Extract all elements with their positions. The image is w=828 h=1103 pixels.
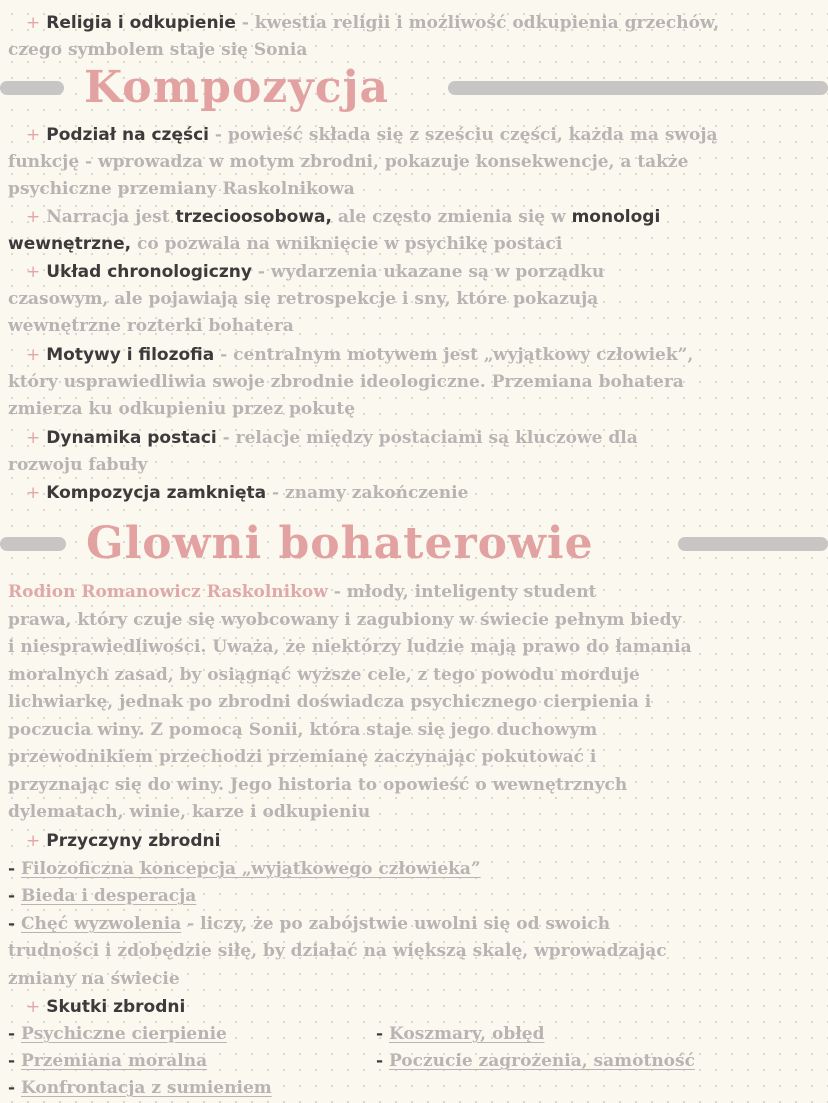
hero-description-line3: i niesprawiedliwości. Uważa, że niektórzy ludzie mają prawo do łamania <box>8 637 692 657</box>
hero-description-line6: poczucia winy. Z pomocą Sonii, która staje się jego duchowym <box>8 720 598 740</box>
cause-item-3-line2: trudności i zdobędzie siłę, by działać na większą skalę, wprowadzając <box>8 941 667 961</box>
plus-icon: + <box>26 13 41 33</box>
effect-link-4[interactable]: Poczucie zagrożenia, samotność <box>388 1051 695 1071</box>
motifs-item: + Motywy i filozofia - centralnym motywem jest „wyjątkowy człowiek”, <box>26 345 694 365</box>
heading-bar-left <box>0 537 66 551</box>
motifs-item-line3: zmierza ku odkupieniu przez pokutę <box>8 399 356 419</box>
effect-link-3[interactable]: Przemiana moralna <box>20 1051 208 1071</box>
motifs-item-line2: który usprawiedliwia swoje zbrodnie ideologiczne. Przemiana bohatera <box>8 372 684 392</box>
effect-item-1: - Psychiczne cierpienie <box>8 1024 227 1044</box>
chronology-item: + Układ chronologiczny - wydarzenia ukazane są w porządku <box>26 262 605 282</box>
heading-bar-right <box>678 537 828 551</box>
chronology-item-line3: wewnętrzne rozterki bohatera <box>8 316 294 336</box>
religion-item: + Religia i odkupienie - kwestia religii i możliwość odkupienia grzechów, <box>26 13 720 33</box>
parts-item: + Podział na części - powieść składa się z sześciu części, każda ma swoją <box>26 125 718 145</box>
hero-description-line8: przyznając się do winy. Jego historia to opowieść o wewnętrznych <box>8 775 628 795</box>
chronology-item-line2: czasowym, ale pojawiają się retrospekcje i sny, które pokazują <box>8 289 599 309</box>
dynamics-item: + Dynamika postaci - relacje między postaciami są kluczowe dla <box>26 428 638 448</box>
cause-item-3-line3: zmiany na świecie <box>8 969 180 989</box>
hero-description-line1: Rodion Romanowicz Raskolnikow - młody, inteligenty student <box>8 582 597 602</box>
effect-item-4: - Poczucie zagrożenia, samotność <box>376 1051 695 1071</box>
effect-item-3: - Przemiana moralna <box>8 1051 208 1071</box>
heading-bar-right <box>448 81 828 95</box>
cause-item-2: - Bieda i desperacja <box>8 886 197 906</box>
causes-heading: + Przyczyny zbrodni <box>26 831 221 851</box>
dynamics-item-line2: rozwoju fabuły <box>8 455 148 475</box>
effect-item-5: - Konfrontacja z sumieniem <box>8 1078 272 1098</box>
parts-item-line2: funkcję - wprowadza w motym zbrodni, pokazuje konsekwencje, a także <box>8 152 689 172</box>
plus-icon: + <box>26 262 41 282</box>
plus-icon: + <box>26 428 41 448</box>
plus-icon: + <box>26 831 41 851</box>
heading-bar-left <box>0 81 64 95</box>
cause-link-2[interactable]: Bieda i desperacja <box>20 886 197 906</box>
plus-icon: + <box>26 207 41 227</box>
narration-item-line2: wewnętrzne, co pozwala na wniknięcie w psychikę postaci <box>8 234 563 254</box>
hero-description-line5: lichwiarkę, jednak po zbrodni doświadcza psychicznego cierpienia i <box>8 692 652 712</box>
effect-link-2[interactable]: Koszmary, obłęd <box>388 1024 545 1044</box>
plus-icon: + <box>26 345 41 365</box>
effect-link-1[interactable]: Psychiczne cierpienie <box>20 1024 227 1044</box>
hero-description-line7: przewodnikiem przechodzi przemianę zaczynając pokutować i <box>8 747 597 767</box>
effect-link-5[interactable]: Konfrontacja z sumieniem <box>20 1078 272 1098</box>
cause-item-3: - Chęć wyzwolenia - liczy, że po zabójstwie uwolni się od swoich <box>8 914 611 934</box>
religion-item-cont: czego symbolem staje się Sonia <box>8 40 308 60</box>
cause-link-3[interactable]: Chęć wyzwolenia <box>20 914 182 934</box>
plus-icon: + <box>26 997 41 1017</box>
closed-composition-item: + Kompozycja zamknięta - znamy zakończenie <box>26 483 469 503</box>
composition-title: Kompozycja <box>84 62 390 113</box>
hero-description-line9: dylematach, winie, karze i odkupieniu <box>8 802 371 822</box>
narration-item: + Narracja jest trzecioosobowa, ale często zmienia się w monologi <box>26 207 661 227</box>
heroes-heading <box>0 514 828 574</box>
heroes-title: Glowni bohaterowie <box>86 518 594 569</box>
plus-icon: + <box>26 483 41 503</box>
cause-item-1: - Filozoficzna koncepcja „wyjątkowego człowieka” <box>8 859 481 879</box>
plus-icon: + <box>26 125 41 145</box>
composition-heading <box>0 58 828 118</box>
hero-name: Rodion Romanowicz Raskolnikow <box>8 582 328 602</box>
effect-item-2: - Koszmary, obłęd <box>376 1024 545 1044</box>
parts-item-line3: psychiczne przemiany Raskolnikowa <box>8 179 355 199</box>
effects-heading: + Skutki zbrodni <box>26 997 186 1017</box>
cause-link-1[interactable]: Filozoficzna koncepcja „wyjątkowego człowieka” <box>20 859 481 879</box>
hero-description-line2: prawa, który czuje się wyobcowany i zagubiony w świecie pełnym biedy <box>8 610 682 630</box>
hero-description-line4: moralnych zasad, by osiągnąć wyższe cele, z tego powodu morduje <box>8 665 640 685</box>
